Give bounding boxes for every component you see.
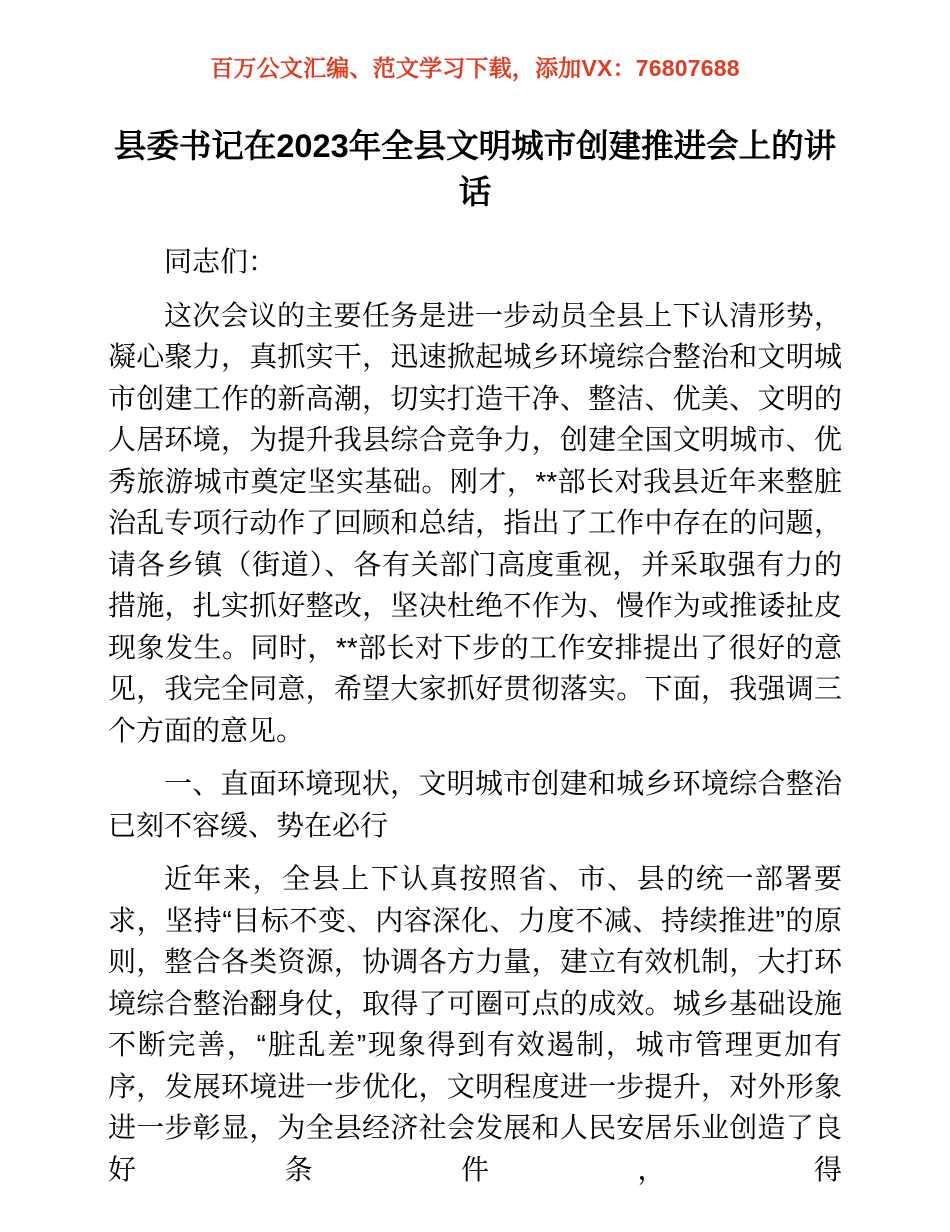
paragraph-section-one-body: 近年来，全县上下认真按照省、市、县的统一部署要求，坚持“目标不变、内容深化、力度不减、持续推进”的原则，整合各类资源，协调各方力量，建立有效机制，大打环境综合整治翻身仗，取得了可圈可点的成效。城乡基础设施不断完善，“脏乱差”现象得到有效遏制，城市管理更加有序，发展环境进一步优化，文明程度进一步提升，对外形象进一步彰显，为全县经济社会发展和人民安居乐业创造了良好条件，得 — [108, 863, 842, 1185]
document-title: 县委书记在2023年全县文明城市创建推进会上的讲话 — [113, 128, 837, 211]
document-body — [0, 241, 950, 1232]
paragraph-salutation: 同志们： — [164, 246, 277, 278]
paragraph-opening-remarks: 这次会议的主要任务是进一步动员全县上下认清形势，凝心聚力，真抓实干，迅速掀起城乡环境综合整治和文明城市创建工作的新高潮，切实打造干净、整洁、优美、文明的人居环境，为提升我县综合竞争力，创建全国文明城市、优秀旅游城市奠定坚实基础。刚才，**部长对我县近年来整脏治乱专项行动作了回顾和总结，指出了工作中存在的问题，请各乡镇（街道）、各有关部门高度重视，并采取强有力的措施，扎实抓好整改，坚决杜绝不作为、慢作为或推诿扯皮现象发生。同时，**部长对下步的工作安排提出了很好的意见，我完全同意，希望大家抓好贯彻落实。下面，我强调三个方面的意见。 — [108, 299, 842, 746]
promo-banner: 百万公文汇编、范文学习下载，添加VX：76807688 — [210, 55, 740, 81]
paragraph-section-one-heading: 一、直面环境现状，文明城市创建和城乡环境综合整治已刻不容缓、势在必行 — [108, 768, 842, 841]
